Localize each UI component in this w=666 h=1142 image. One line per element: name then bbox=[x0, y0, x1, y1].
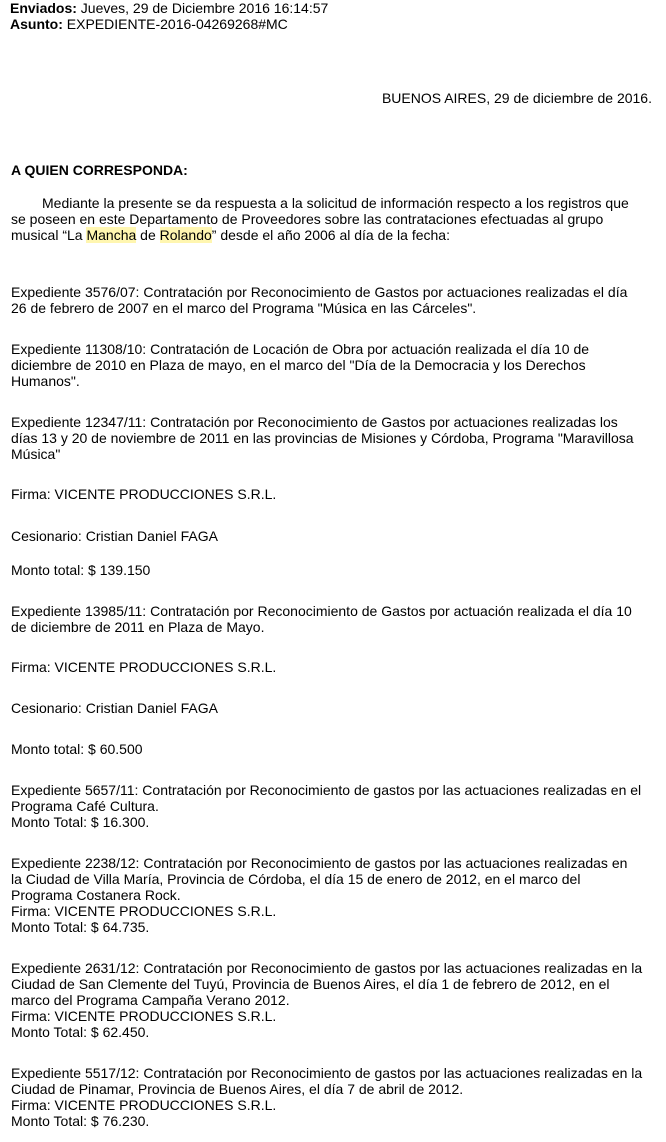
highlight-mancha: Mancha bbox=[86, 227, 137, 243]
intro-line-3-mid: de bbox=[136, 227, 160, 243]
intro-line-3 bbox=[11, 227, 450, 243]
sent-value: Jueves, 29 de Diciembre 2016 16:14:57 bbox=[76, 0, 329, 16]
subject-value: EXPEDIENTE-2016-04269268#MC bbox=[62, 16, 288, 32]
intro-line-1: Mediante la presente se da respuesta a la solicitud de información respecto a los registros que bbox=[42, 195, 629, 211]
expediente-8-firma: Firma: VICENTE PRODUCCIONES S.R.L. bbox=[11, 1097, 277, 1113]
salutation: A QUIEN CORRESPONDA: bbox=[11, 162, 188, 178]
expediente-7-monto: Monto Total: $ 62.450. bbox=[11, 1024, 150, 1040]
intro-line-3-pre: musical “La bbox=[11, 227, 87, 243]
sent-line bbox=[10, 0, 328, 16]
expediente-3-line-2: días 13 y 20 de noviembre de 2011 en las provincias de Misiones y Córdoba, Programa "Maravillosa bbox=[11, 430, 634, 446]
expediente-1-line-1: Expediente 3576/07: Contratación por Reconocimiento de Gastos por actuaciones realizadas el día bbox=[11, 284, 628, 300]
expediente-7-line-3: marco del Programa Campaña Verano 2012. bbox=[11, 992, 290, 1008]
expediente-7-line-1: Expediente 2631/12: Contratación por Reconocimiento de gastos por las actuaciones realizadas en la bbox=[11, 960, 643, 976]
expediente-4-cesionario: Cesionario: Cristian Daniel FAGA bbox=[11, 700, 218, 716]
subject-label: Asunto: bbox=[10, 16, 63, 32]
sent-label: Enviados: bbox=[10, 0, 77, 16]
highlight-rolando: Rolando bbox=[159, 227, 212, 243]
expediente-6-firma: Firma: VICENTE PRODUCCIONES S.R.L. bbox=[11, 903, 277, 919]
expediente-6-line-3: Programa Costanera Rock. bbox=[11, 887, 181, 903]
expediente-5-line-1: Expediente 5657/11: Contratación por Reconocimiento de gastos por las actuaciones realizadas en el bbox=[11, 782, 642, 798]
expediente-3-cesionario: Cesionario: Cristian Daniel FAGA bbox=[11, 528, 218, 544]
expediente-7-line-2: Ciudad de San Clemente del Tuyú, Provincia de Buenos Aires, el día 1 de febrero de 2012, en el bbox=[11, 976, 610, 992]
expediente-4-firma: Firma: VICENTE PRODUCCIONES S.R.L. bbox=[11, 659, 277, 675]
expediente-8-monto: Monto Total: $ 76.230. bbox=[11, 1113, 150, 1129]
expediente-6-monto: Monto Total: $ 64.735. bbox=[11, 919, 150, 935]
expediente-6-line-2: la Ciudad de Villa María, Provincia de Córdoba, el día 15 de enero de 2012, en el marco del bbox=[11, 871, 581, 887]
expediente-3-monto: Monto total: $ 139.150 bbox=[11, 562, 151, 578]
expediente-2-line-3: Humanos". bbox=[11, 373, 80, 389]
expediente-4-line-1: Expediente 13985/11: Contratación por Reconocimiento de Gastos por actuación realizada el día 10 bbox=[11, 603, 632, 619]
subject-line bbox=[10, 16, 288, 32]
expediente-6-line-1: Expediente 2238/12: Contratación por Reconocimiento de gastos por las actuaciones realizadas en bbox=[11, 855, 628, 871]
intro-line-3-post: ” desde el año 2006 al día de la fecha: bbox=[211, 227, 450, 243]
expediente-4-monto: Monto total: $ 60.500 bbox=[11, 741, 143, 757]
expediente-8-line-2: Ciudad de Pinamar, Provincia de Buenos Aires, el día 7 de abril de 2012. bbox=[11, 1081, 464, 1097]
expediente-8-line-1: Expediente 5517/12: Contratación por Reconocimiento de gastos por las actuaciones realizadas en la bbox=[11, 1065, 643, 1081]
expediente-3-line-3: Música" bbox=[11, 446, 61, 462]
expediente-3-firma: Firma: VICENTE PRODUCCIONES S.R.L. bbox=[11, 486, 277, 502]
intro-line-2: se poseen en este Departamento de Proveedores sobre las contrataciones efectuadas al grupo bbox=[11, 211, 604, 227]
expediente-1-line-2: 26 de febrero de 2007 en el marco del Programa "Música en las Cárceles". bbox=[11, 300, 477, 316]
expediente-5-line-2: Programa Café Cultura. bbox=[11, 798, 159, 814]
expediente-7-firma: Firma: VICENTE PRODUCCIONES S.R.L. bbox=[11, 1008, 277, 1024]
expediente-3-line-1: Expediente 12347/11: Contratación por Reconocimiento de Gastos por actuaciones realizadas los bbox=[11, 414, 618, 430]
expediente-2-line-1: Expediente 11308/10: Contratación de Locación de Obra por actuación realizada el día 10 de bbox=[11, 341, 590, 357]
expediente-4-line-2: de diciembre de 2011 en Plaza de Mayo. bbox=[11, 619, 265, 635]
expediente-2-line-2: diciembre de 2010 en Plaza de mayo, en el marco del "Día de la Democracia y los Derechos bbox=[11, 357, 586, 373]
place-date: BUENOS AIRES, 29 de diciembre de 2016. bbox=[381, 90, 652, 106]
expediente-5-monto: Monto Total: $ 16.300. bbox=[11, 814, 150, 830]
